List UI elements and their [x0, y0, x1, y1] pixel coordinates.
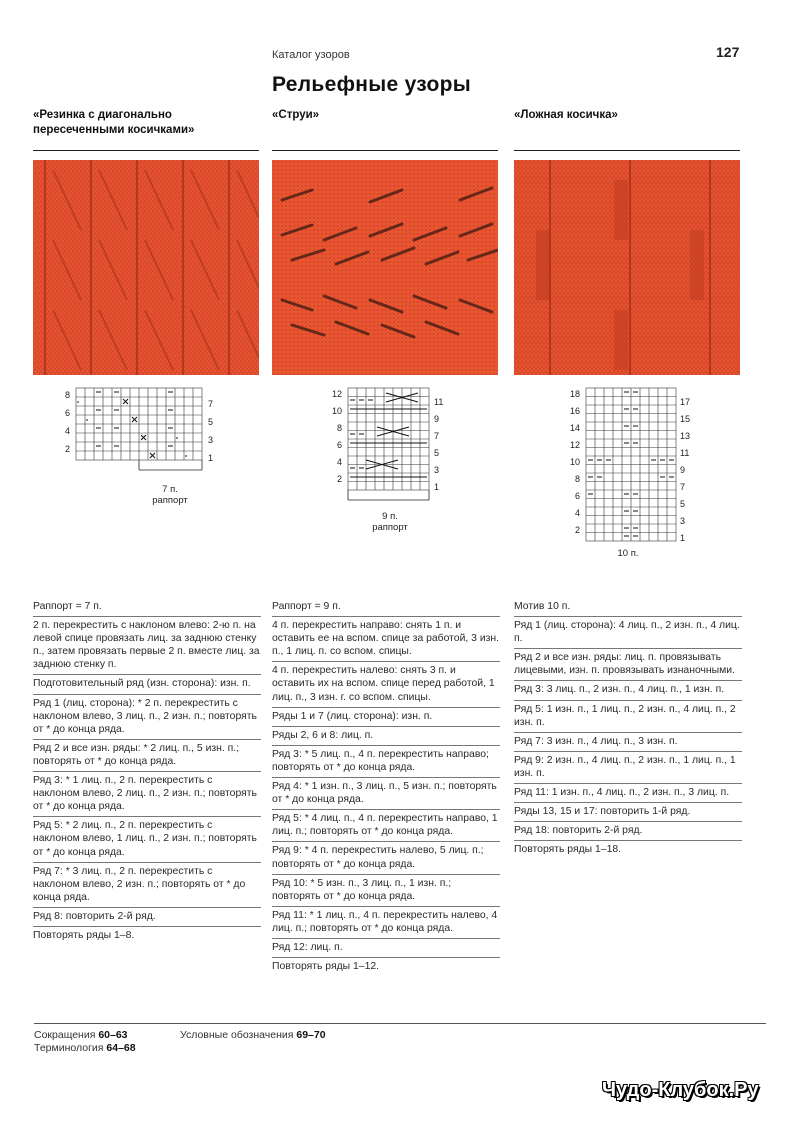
instruction-line: Ряд 18: повторить 2-й ряд. [514, 822, 742, 841]
row-number: 2 [64, 444, 70, 454]
instruction-line: Ряд 9: * 4 п. перекрестить налево, 5 лиц. п.; повторять от * до конца ряда. [272, 842, 500, 874]
row-number: 3 [680, 516, 686, 526]
row-number: 5 [680, 499, 686, 509]
pattern-1-title: «Резинка с диагонально пересеченными косичками» [33, 109, 195, 136]
footer-rule [34, 1023, 766, 1024]
row-number: 7 [208, 399, 214, 409]
pattern-3-chart [564, 386, 694, 550]
page-number: 127 [716, 44, 740, 60]
row-number: 16 [569, 406, 580, 416]
instruction-line: Ряд 10: * 5 изн. п., 3 лиц. п., 1 изн. п.; повторять от * до конца ряда. [272, 875, 500, 907]
row-number: 11 [434, 397, 444, 407]
section-label: Каталог узоров [272, 49, 350, 61]
row-number: 6 [574, 491, 580, 501]
row-number: 4 [574, 508, 580, 518]
row-number: 10 [569, 457, 580, 467]
row-number: 2 [336, 474, 342, 484]
row-number: 1 [208, 453, 214, 463]
footer-abbreviations-link[interactable]: Сокращения 60–63 [34, 1029, 128, 1041]
pattern-3-repeat-label: 10 п. [617, 548, 639, 559]
row-number: 12 [569, 440, 580, 450]
row-number: 6 [336, 440, 342, 450]
pattern-1-instructions [33, 600, 261, 945]
pattern-3-rule [514, 150, 740, 151]
row-number: 8 [574, 474, 580, 484]
instruction-line: Повторять ряды 1–8. [33, 929, 135, 941]
row-number: 8 [336, 423, 342, 433]
instruction-line: Ряд 8: повторить 2-й ряд. [33, 908, 261, 927]
chart-3-right-numbers [680, 397, 690, 543]
instruction-line: 4 п. перекрестить налево: снять 3 п. и оставить их на вспом. спице перед работой, 1 лиц. п., 3 изн. г. со вспом. спицы. [272, 662, 500, 707]
pattern-2-instructions [272, 600, 500, 976]
row-number: 9 [680, 465, 686, 475]
pattern-1-rule [33, 150, 259, 151]
instruction-line: Повторять ряды 1–18. [514, 844, 622, 856]
row-number: 15 [680, 414, 691, 424]
page-title: Рельефные узоры [272, 73, 472, 96]
chart-3-left-numbers [570, 389, 580, 535]
instruction-line: Ряд 12: лиц. п. [272, 939, 500, 958]
instruction-line: Ряды 13, 15 и 17: повторить 1-й ряд. [514, 803, 742, 822]
chart-1-right-numbers [208, 399, 213, 463]
chart-1-left-numbers [65, 390, 70, 454]
site-watermark: Чудо-Клубок.Ру [602, 1079, 759, 1101]
instruction-line: Ряд 3: * 1 лиц. п., 2 п. перекрестить с наклоном влево, 2 лиц. п., 2 изн. п.; повторять от * до конца ряда. [33, 772, 261, 817]
instruction-line: Ряды 1 и 7 (лиц. сторона): изн. п. [272, 708, 500, 727]
row-number: 12 [331, 389, 342, 399]
footer-left [34, 1029, 136, 1055]
row-number: 10 [331, 406, 342, 416]
row-number: 9 [434, 414, 440, 424]
pattern-2-repeat-label: 9 п. раппорт [372, 511, 408, 533]
row-number: 7 [680, 482, 686, 492]
pattern-2-rule [272, 150, 498, 151]
row-number: 1 [434, 482, 440, 492]
row-number: 14 [569, 423, 580, 433]
row-number: 11 [680, 448, 690, 458]
pattern-1-repeat-label: 7 п. раппорт [152, 484, 188, 506]
instruction-line: Повторять ряды 1–12. [272, 961, 380, 973]
row-number: 4 [336, 457, 342, 467]
pattern-1-chart [56, 386, 226, 472]
instruction-line: Ряд 11: 1 изн. п., 4 лиц. п., 2 изн. п., 3 лиц. п. [514, 784, 742, 803]
pattern-3-title: «Ложная косичка» [514, 109, 618, 121]
instruction-line: 2 п. перекрестить с наклоном влево: 2-ю п. на левой спице провязать лиц. за заднюю стенку п., затем провязать первые 2 п. вместе лиц. за заднюю стенку п. [33, 617, 261, 675]
instruction-line: Подготовительный ряд (изн. сторона): изн. п. [33, 675, 261, 694]
pattern-1-photo [33, 160, 259, 375]
instruction-line: Ряд 7: 3 изн. п., 4 лиц. п., 3 изн. п. [514, 733, 742, 752]
pattern-2-chart [326, 386, 456, 510]
instruction-line: Ряд 2 и все изн. ряды: * 2 лиц. п., 5 изн. п.; повторять от * до конца ряда. [33, 740, 261, 772]
row-number: 17 [680, 397, 691, 407]
instruction-line: Ряд 11: * 1 лиц. п., 4 п. перекрестить налево, 4 лиц. п.; повторять от * до конца ряда. [272, 907, 500, 939]
pattern-3-instructions [514, 600, 742, 859]
instruction-line: Раппорт = 9 п. [272, 600, 500, 617]
instruction-line: Ряд 9: 2 изн. п., 4 лиц. п., 2 изн. п., 1 лиц. п., 1 изн. п. [514, 752, 742, 784]
instruction-line: Ряд 5: 1 изн. п., 1 лиц. п., 2 изн. п., 4 лиц. п., 2 изн. п. [514, 701, 742, 733]
row-number: 8 [64, 390, 70, 400]
chart-2-right-numbers [434, 397, 443, 492]
instruction-line: Ряд 3: 3 лиц. п., 2 изн. п., 4 лиц. п., 1 изн. п. [514, 681, 742, 700]
row-number: 5 [434, 448, 440, 458]
row-number: 18 [569, 389, 580, 399]
instruction-line: Ряд 7: * 3 лиц. п., 2 п. перекрестить с наклоном влево, 2 изн. п.; повторять от * до конца ряда. [33, 863, 261, 908]
row-number: 1 [680, 533, 686, 543]
row-number: 7 [434, 431, 440, 441]
chart-2-left-numbers [332, 389, 342, 484]
row-number: 4 [64, 426, 70, 436]
row-number: 3 [434, 465, 440, 475]
instruction-line: Ряд 5: * 4 лиц. п., 4 п. перекрестить направо, 1 лиц. п.; повторять от * до конца ряда. [272, 810, 500, 842]
row-number: 6 [64, 408, 70, 418]
instruction-line: Мотив 10 п. [514, 600, 742, 617]
footer-symbols-link[interactable]: Условные обозначения 69–70 [180, 1029, 326, 1041]
row-number: 3 [208, 435, 214, 445]
pattern-2-title: «Струи» [272, 109, 320, 121]
pattern-2-photo [272, 160, 498, 375]
instruction-line: Ряд 4: * 1 изн. п., 3 лиц. п., 5 изн. п.; повторять от * до конца ряда. [272, 778, 500, 810]
instruction-line: Ряд 1 (лиц. сторона): 4 лиц. п., 2 изн. п., 4 лиц. п. [514, 617, 742, 649]
pattern-3-photo [514, 160, 740, 375]
instruction-line: Ряд 2 и все изн. ряды: лиц. п. провязывать лицевыми, изн. п. провязывать изнаночными. [514, 649, 742, 681]
row-number: 2 [574, 525, 580, 535]
instruction-line: Ряды 2, 6 и 8: лиц. п. [272, 727, 500, 746]
instruction-line: Раппорт = 7 п. [33, 600, 261, 617]
instruction-line: Ряд 1 (лиц. сторона): * 2 п. перекрестить с наклоном влево, 3 лиц. п., 2 изн. п.; повторять от * до конца ряда. [33, 695, 261, 740]
row-number: 5 [208, 417, 214, 427]
footer-terminology-link[interactable]: Терминология 64–68 [34, 1042, 136, 1054]
instruction-line: Ряд 5: * 2 лиц. п., 2 п. перекрестить с наклоном влево, 1 лиц. п., 2 изн. п.; повторять от * до конца ряда. [33, 817, 261, 862]
instruction-line: 4 п. перекрестить направо: снять 1 п. и оставить ее на вспом. спице за работой, 3 изн. п., 1 лиц. п. со вспом. спицы. [272, 617, 500, 662]
row-number: 13 [680, 431, 691, 441]
instruction-line: Ряд 3: * 5 лиц. п., 4 п. перекрестить направо; повторять от * до конца ряда. [272, 746, 500, 778]
